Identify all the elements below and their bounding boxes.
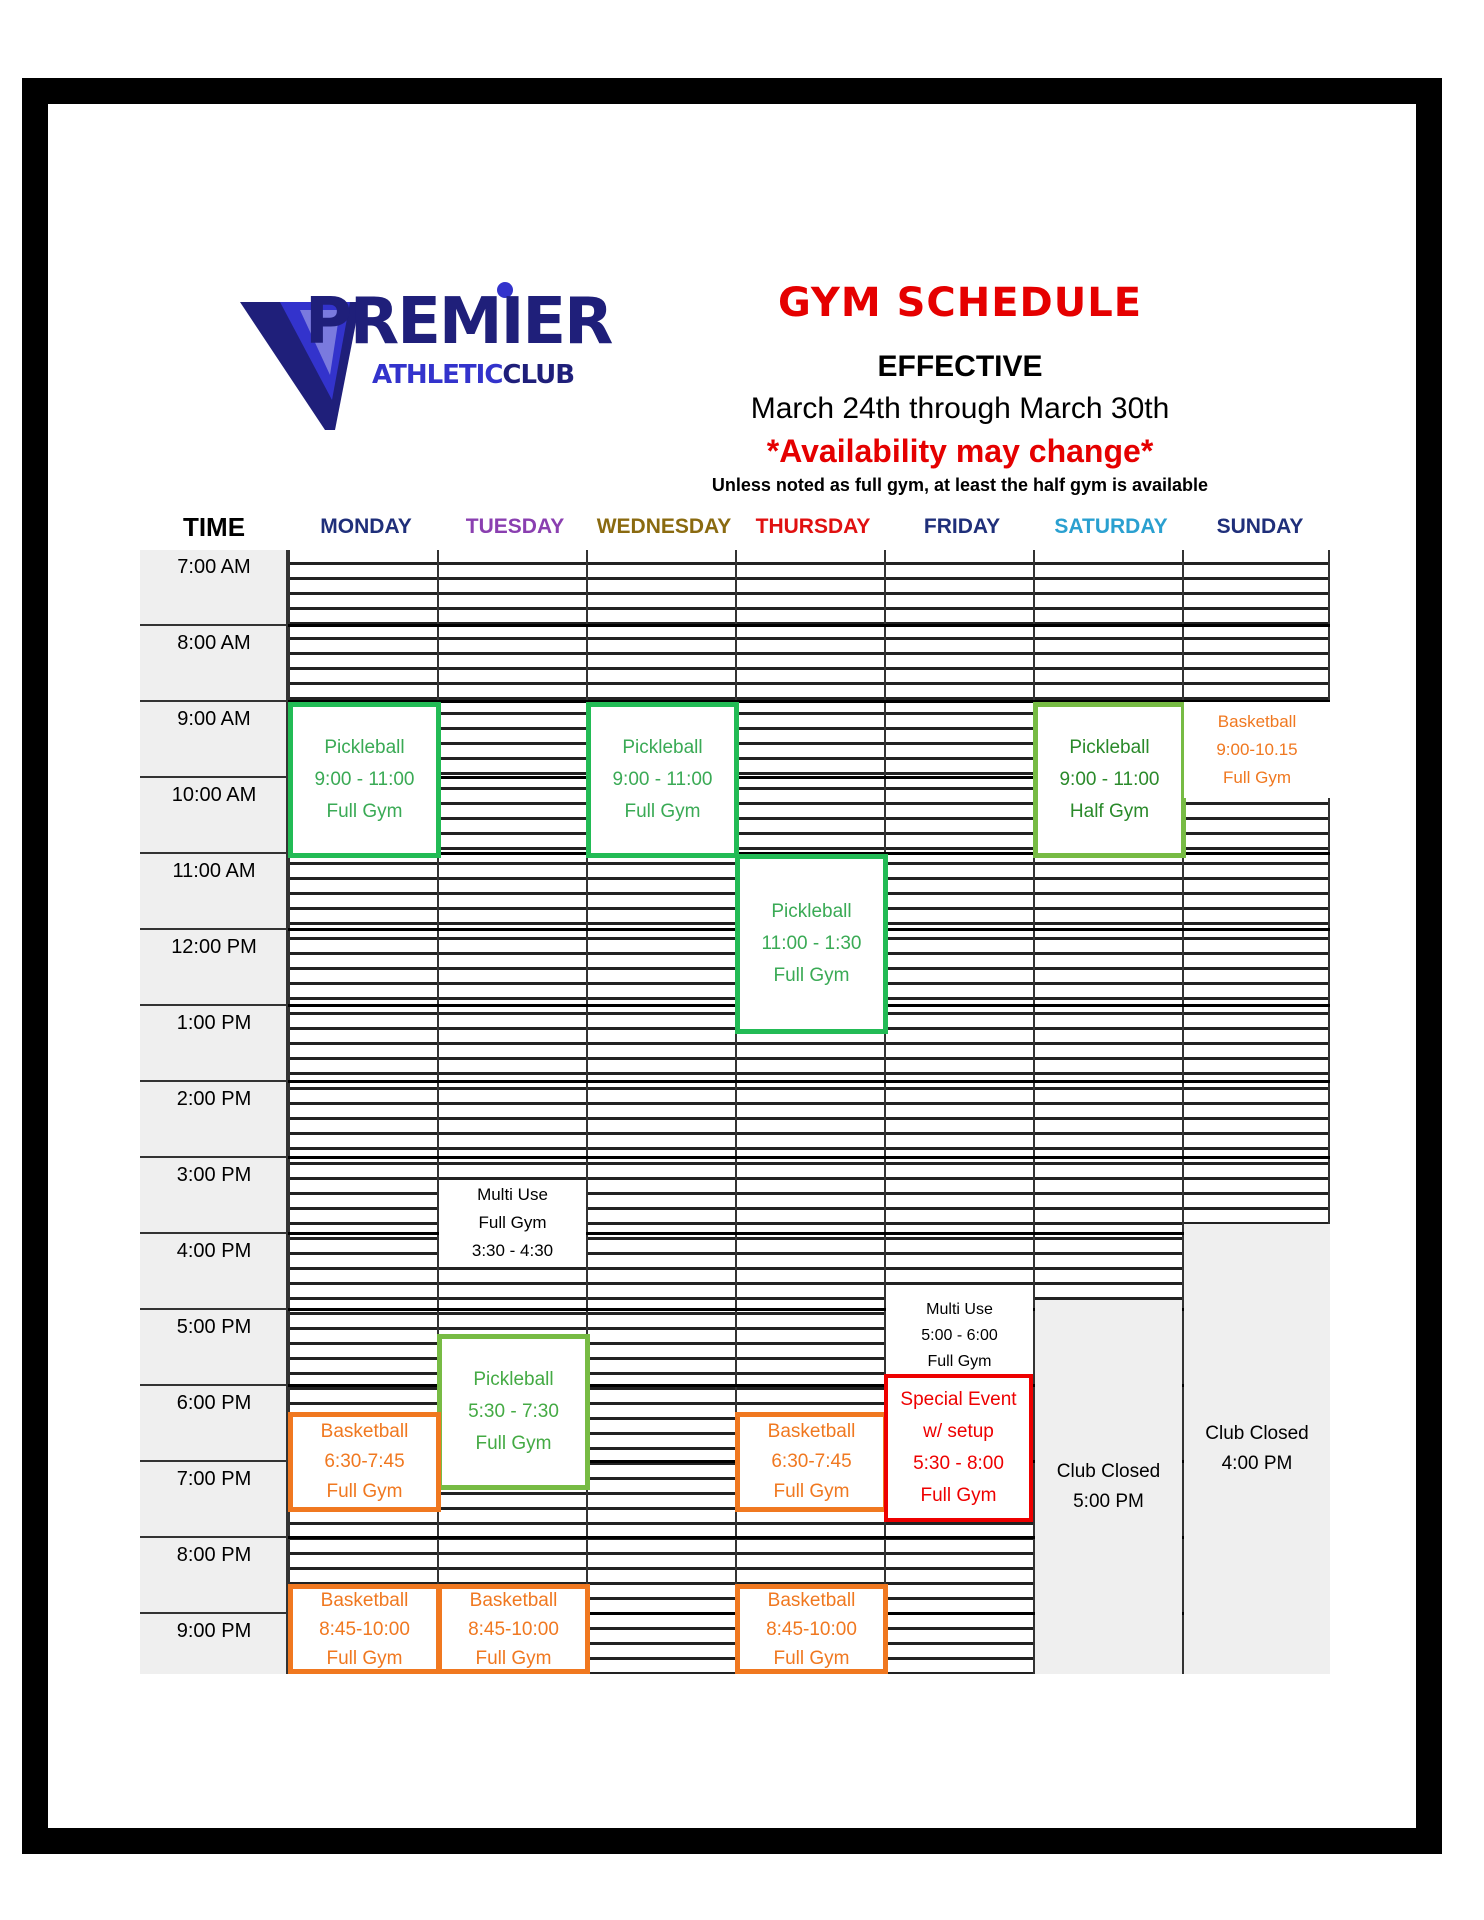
day-header-tuesday: TUESDAY [465, 515, 565, 538]
time-slot: 5:00 PM [140, 1310, 288, 1386]
availability-note: *Availability may change* [766, 433, 1154, 469]
time-slot: 8:00 PM [140, 1538, 288, 1614]
time-slot: 10:00 AM [140, 778, 288, 854]
event-pickleball-tuesday: Pickleball 5:30 - 7:30 Full Gym [437, 1334, 590, 1490]
day-header-sunday: SUNDAY [1216, 515, 1304, 538]
time-slot: 9:00 PM [140, 1614, 288, 1674]
time-slot: 6:00 PM [140, 1386, 288, 1462]
event-pickleball-monday: Pickleball 9:00 - 11:00 Full Gym [288, 702, 441, 858]
effective-label: EFFECTIVE [877, 350, 1043, 383]
event-basketball-sunday: Basketball 9:00-10.15 Full Gym [1184, 702, 1330, 798]
time-slot: 3:00 PM [140, 1158, 288, 1234]
event-basketball-monday-late: Basketball 8:45-10:00 Full Gym [288, 1584, 441, 1674]
event-pickleball-thursday: Pickleball 11:00 - 1:30 Full Gym [735, 854, 888, 1034]
logo-wordmark: PREMIER [305, 285, 612, 359]
event-pickleball-wednesday: Pickleball 9:00 - 11:00 Full Gym [586, 702, 739, 858]
day-header-wednesday: WEDNESDAY [596, 515, 732, 538]
half-gym-note: Unless noted as full gym, at least the half gym is available [711, 475, 1209, 495]
day-header-thursday: THURSDAY [755, 515, 871, 538]
time-slot: 7:00 AM [140, 550, 288, 626]
club-closed-saturday: Club Closed 5:00 PM [1035, 1300, 1182, 1674]
time-slot: 1:00 PM [140, 1006, 288, 1082]
event-special-friday: Special Event w/ setup 5:30 - 8:00 Full Gym [884, 1374, 1033, 1522]
time-slot: 8:00 AM [140, 626, 288, 702]
hour-divider [288, 1156, 1330, 1159]
date-range: March 24th through March 30th [750, 392, 1170, 425]
time-slot: 11:00 AM [140, 854, 288, 930]
day-header-friday: FRIDAY [923, 515, 1001, 538]
day-column-tuesday [437, 550, 586, 1674]
time-slot: 12:00 PM [140, 930, 288, 1006]
time-slot: 4:00 PM [140, 1234, 288, 1310]
club-closed-sunday: Club Closed 4:00 PM [1184, 1224, 1330, 1674]
time-slot: 2:00 PM [140, 1082, 288, 1158]
logo-sub-club: CLUB [502, 360, 575, 390]
event-pickleball-saturday: Pickleball 9:00 - 11:00 Half Gym [1033, 702, 1186, 858]
event-basketball-tuesday-late: Basketball 8:45-10:00 Full Gym [437, 1584, 590, 1674]
event-multiuse-tuesday: Multi Use Full Gym 3:30 - 4:30 [439, 1180, 586, 1266]
event-basketball-monday-evening: Basketball 6:30-7:45 Full Gym [288, 1412, 441, 1512]
time-slot: 9:00 AM [140, 702, 288, 778]
day-header-monday: MONDAY [320, 515, 412, 538]
event-basketball-thursday-late: Basketball 8:45-10:00 Full Gym [735, 1584, 888, 1674]
hour-divider [288, 1080, 1330, 1083]
time-column-header: TIME [182, 512, 246, 542]
hour-divider [288, 624, 1330, 627]
time-slot: 7:00 PM [140, 1462, 288, 1538]
page-title: GYM SCHEDULE [777, 280, 1143, 326]
event-multiuse-friday: Multi Use 5:00 - 6:00 Full Gym [886, 1296, 1033, 1376]
day-header-saturday: SATURDAY [1054, 515, 1168, 538]
logo-subtitle [372, 362, 574, 388]
event-basketball-thursday-evening: Basketball 6:30-7:45 Full Gym [735, 1412, 888, 1512]
logo-sub-athletic: ATHLETIC [372, 360, 503, 390]
